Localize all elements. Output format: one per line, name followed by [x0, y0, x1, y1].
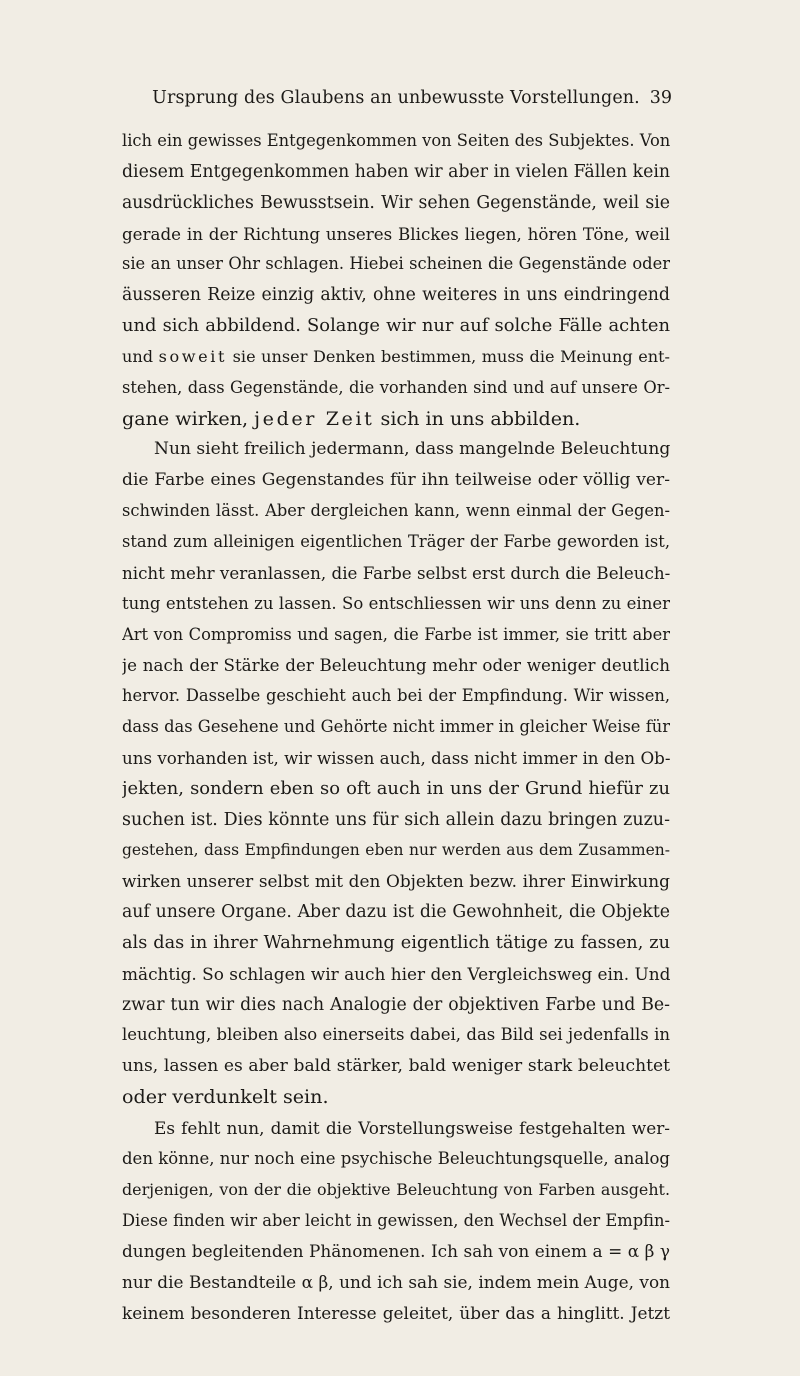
text-line: leuchtung, bleiben also einerseits dabei, das Bild sei jedenfalls in: [122, 1025, 670, 1045]
text-line: suchen ist. Dies könnte uns für sich allein dazu bringen zuzu-: [122, 809, 670, 830]
text-line: lich ein gewisses Entgegenkommen von Seiten des Subjektes. Von: [122, 131, 670, 150]
text-line: Art von Compromiss und sagen, die Farbe ist immer, sie tritt aber: [122, 624, 670, 644]
emphasized-text: jeder Zeit: [254, 406, 375, 430]
text-line: nicht mehr veranlassen, die Farbe selbst erst durch die Beleuch-: [122, 562, 670, 583]
text-line: oder verdunkelt sein.: [122, 1085, 329, 1109]
text-line: hervor. Dasselbe geschieht auch bei der Empfindung. Wir wissen,: [122, 686, 670, 706]
text-line: dass das Gesehene und Gehörte nicht immer in gleicher Weise für: [122, 717, 670, 737]
text-line: Es fehlt nun, damit die Vorstellungsweise festgehalten wer-: [154, 1118, 670, 1138]
text-line: jekten, sondern eben so oft auch in uns der Grund hiefür zu: [122, 777, 670, 799]
text-line: und sich abbildend. Solange wir nur auf solche Fälle achten: [122, 315, 670, 337]
emphasized-text: soweit: [158, 346, 228, 366]
text-segment: sich in uns abbilden.: [374, 406, 581, 430]
text-line: äusseren Reize einzig aktiv, ohne weiteres in uns eindringend: [122, 285, 670, 306]
text-line: Nun sieht freilich jedermann, dass mangelnde Beleuchtung: [154, 439, 670, 460]
text-segment: und: [122, 346, 159, 366]
text-segment: sie unser Denken bestimmen, muss die Meinung ent-: [227, 346, 670, 366]
text-line: als das in ihrer Wahrnehmung eigentlich tätige zu fassen, zu: [122, 932, 670, 953]
text-line: gerade in der Richtung unseres Blickes liegen, hören Töne, weil: [122, 223, 670, 244]
text-line: tung entstehen zu lassen. So entschliessen wir uns denn zu einer: [122, 593, 670, 613]
text-line: derjenigen, von der die objektive Beleuchtung von Farben ausgeht.: [122, 1179, 670, 1199]
text-line: schwinden lässt. Aber dergleichen kann, wenn einmal der Gegen-: [122, 501, 670, 521]
text-line: diesem Entgegenkommen haben wir aber in vielen Fällen kein: [122, 161, 670, 182]
text-line: stand zum alleinigen eigentlichen Träger der Farbe geworden ist,: [122, 531, 670, 551]
text-line: gestehen, dass Empfindungen eben nur werden aus dem Zusammen-: [122, 841, 670, 860]
text-line: wirken unserer selbst mit den Objekten bezw. ihrer Einwirkung: [122, 871, 670, 892]
running-title: Ursprung des Glaubens an unbewusste Vorstellungen.: [152, 88, 640, 108]
text-line: [122, 404, 670, 435]
text-line: je nach der Stärke der Beleuchtung mehr oder weniger deutlich: [122, 655, 670, 676]
text-line: dungen begleitenden Phänomenen. Ich sah von einem a = α β γ: [122, 1241, 670, 1262]
text-line: zwar tun wir dies nach Analogie der objektiven Farbe und Be-: [122, 994, 670, 1015]
text-line: mächtig. So schlagen wir auch hier den Vergleichsweg ein. Und: [122, 963, 670, 984]
text-segment: gane wirken,: [122, 406, 255, 430]
text-line: ausdrückliches Bewusstsein. Wir sehen Gegenstände, weil sie: [122, 192, 670, 213]
text-line: sie an unser Ohr schlagen. Hiebei scheinen die Gegenstände oder: [122, 254, 670, 274]
text-line: stehen, dass Gegenstände, die vorhanden sind und auf unsere Or-: [122, 377, 670, 397]
text-line: nur die Bestandteile α β, und ich sah sie, indem mein Auge, von: [122, 1272, 670, 1293]
text-line: uns vorhanden ist, wir wissen auch, dass nicht immer in den Ob-: [122, 747, 670, 768]
text-line: auf unsere Organe. Aber dazu ist die Gewohnheit, die Objekte: [122, 902, 670, 923]
page-number: 39: [649, 88, 672, 108]
text-line: den könne, nur noch eine psychische Beleuchtungsquelle, analog: [122, 1148, 670, 1168]
text-line: uns, lassen es aber bald stärker, bald weniger stark beleuchtet: [122, 1056, 670, 1077]
text-line: [122, 342, 670, 373]
text-line: keinem besonderen Interesse geleitet, über das a hinglitt. Jetzt: [122, 1303, 670, 1324]
text-line: Diese finden wir aber leicht in gewissen, den Wechsel der Empfin-: [122, 1210, 670, 1230]
body-text: [122, 126, 670, 1329]
running-header: [122, 86, 670, 110]
text-line: die Farbe eines Gegenstandes für ihn teilweise oder völlig ver-: [122, 470, 670, 491]
